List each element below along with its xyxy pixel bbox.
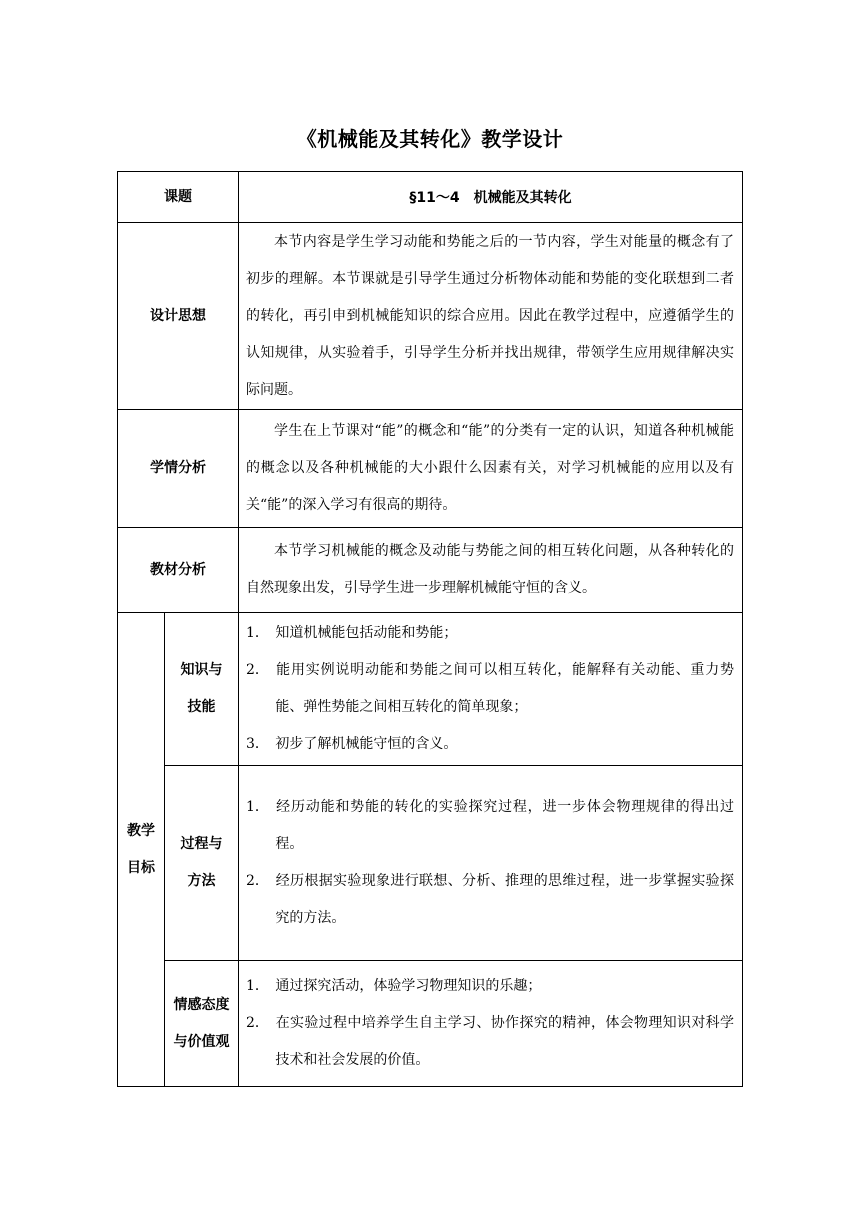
list-item: 2． 经历根据实验现象进行联想、分析、推理的思维过程，进一步掌握实验探究的方法。 bbox=[246, 873, 734, 926]
row-process-methods bbox=[118, 766, 743, 961]
attitude-values-list bbox=[239, 961, 743, 1087]
list-item: 2． 在实验过程中培养学生自主学习、协作探究的精神，体会物理知识对科学技术和社会发展的价值。 bbox=[246, 1015, 734, 1068]
student-analysis-label: 学情分析 bbox=[118, 410, 239, 528]
process-methods-list bbox=[239, 766, 743, 961]
objectives-label: 教学目标 bbox=[118, 613, 165, 1087]
row-topic bbox=[118, 172, 743, 223]
row-material-analysis bbox=[118, 528, 743, 613]
topic-value: §11～4 机械能及其转化 bbox=[239, 172, 743, 223]
student-analysis-text: 学生在上节课对“能”的概念和“能”的分类有一定的认识，知道各种机械能的概念以及各种机械能的大小跟什么因素有关，对学习机械能的应用以及有关“能”的深入学习有很高的期待。 bbox=[239, 410, 743, 528]
list-item: 1． 通过探究活动，体验学习物理知识的乐趣； bbox=[246, 978, 542, 994]
topic-label: 课题 bbox=[118, 172, 239, 223]
material-analysis-label: 教材分析 bbox=[118, 528, 239, 613]
lesson-plan-table bbox=[117, 171, 743, 1087]
process-methods-label: 过程与方法 bbox=[165, 766, 239, 961]
list-item: 2． 能用实例说明动能和势能之间可以相互转化，能解释有关动能、重力势能、弹性势能之间相互转化的简单现象； bbox=[246, 662, 734, 715]
row-design-idea bbox=[118, 223, 743, 410]
row-knowledge-skills bbox=[118, 613, 743, 766]
knowledge-skills-list bbox=[239, 613, 743, 766]
attitude-values-label: 情感态度与价值观 bbox=[165, 961, 239, 1087]
list-item: 1． 经历动能和势能的转化的实验探究过程，进一步体会物理规律的得出过程。 bbox=[246, 799, 734, 852]
list-item: 1． 知道机械能包括动能和势能； bbox=[246, 625, 458, 641]
material-analysis-text: 本节学习机械能的概念及动能与势能之间的相互转化问题，从各种转化的自然现象出发，引导学生进一步理解机械能守恒的含义。 bbox=[239, 528, 743, 613]
knowledge-skills-label: 知识与技能 bbox=[165, 613, 239, 766]
document-title: 《机械能及其转化》教学设计 bbox=[296, 127, 564, 151]
design-idea-text: 本节内容是学生学习动能和势能之后的一节内容，学生对能量的概念有了初步的理解。本节课就是引导学生通过分析物体动能和势能的变化联想到二者的转化，再引申到机械能知识的综合应用。因此在教学过程中，应遵循学生的认知规律，从实验着手，引导学生分析并找出规律，带领学生应用规律解决实际问题。 bbox=[239, 223, 743, 410]
row-attitude-values bbox=[118, 961, 743, 1087]
design-idea-label: 设计思想 bbox=[118, 223, 239, 410]
list-item: 3． 初步了解机械能守恒的含义。 bbox=[246, 736, 458, 752]
row-student-analysis bbox=[118, 410, 743, 528]
